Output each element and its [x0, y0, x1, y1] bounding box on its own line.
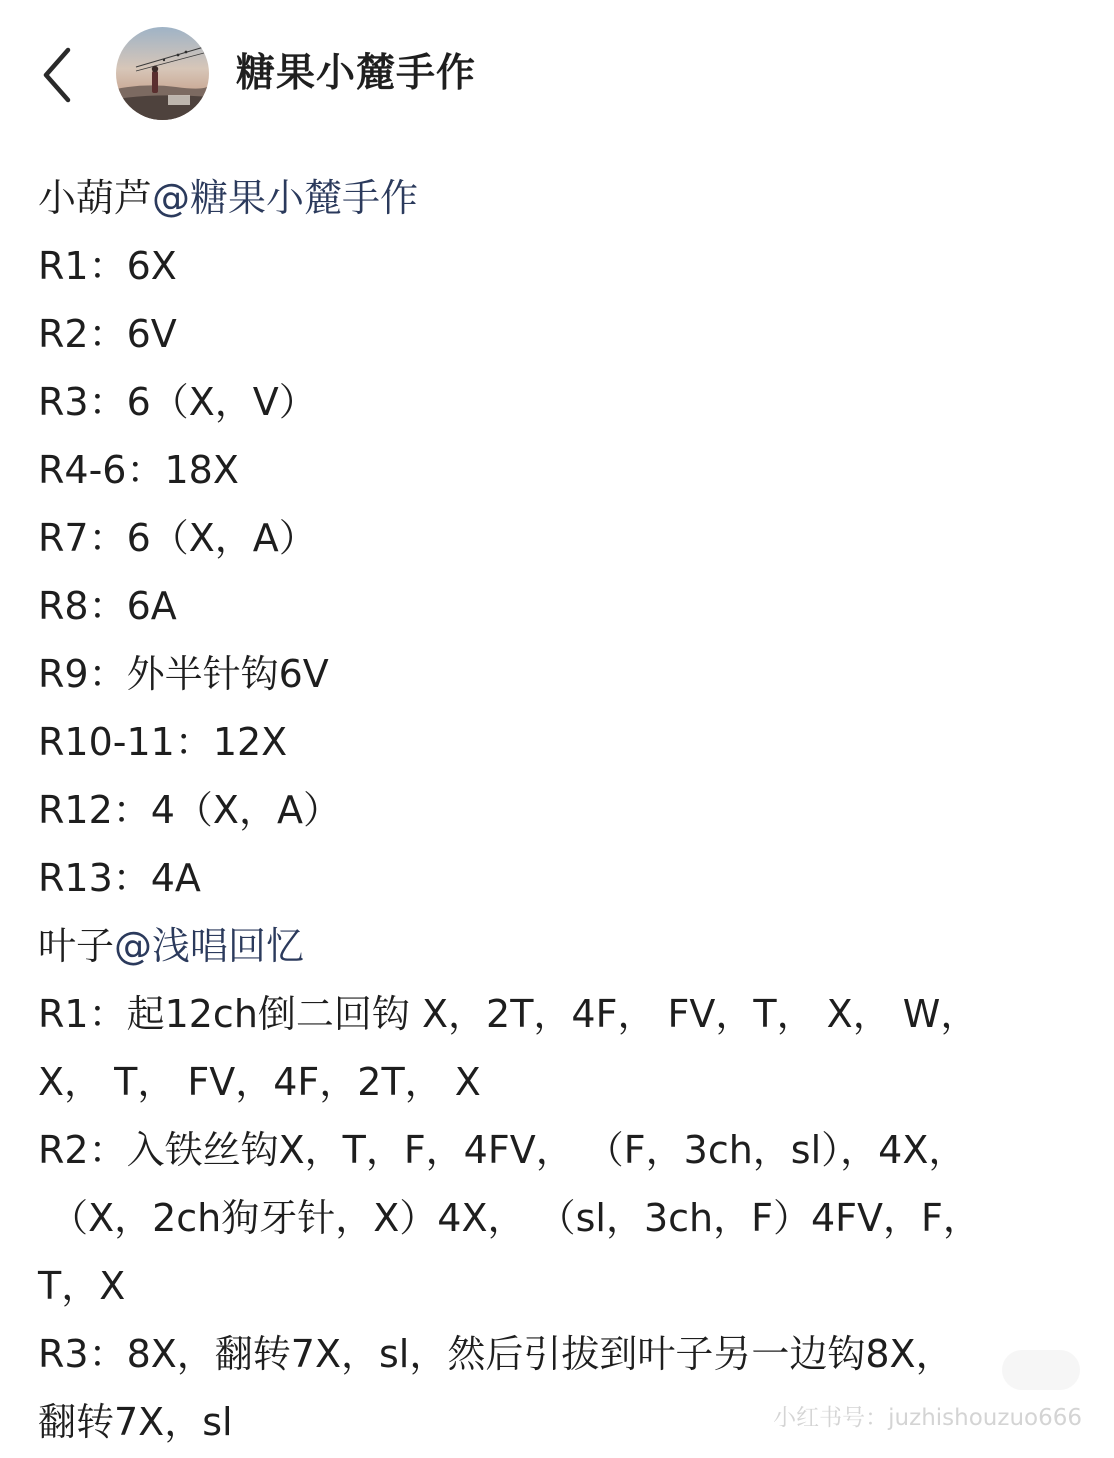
mention-link[interactable]: @浅唱回忆	[114, 924, 305, 968]
post-line: R2：入铁丝钩X，T，F，4FV， （F，3ch，sl），4X，	[38, 1128, 967, 1172]
back-button[interactable]	[32, 40, 88, 110]
author-avatar[interactable]	[116, 27, 209, 120]
post-line: （X，2ch狗牙针，X）4X， （sl，3ch，F）4FV，F，	[38, 1196, 981, 1240]
post-line	[38, 164, 1078, 232]
post-header	[0, 0, 1114, 150]
author-name[interactable]: 糖果小麓手作	[236, 51, 477, 96]
post-line: 翻转7X，sl	[38, 1400, 233, 1444]
post-line: R1：6X	[38, 244, 177, 288]
post-line: T，X	[38, 1264, 126, 1308]
section-title: 小葫芦	[38, 176, 153, 220]
post-line: X， T， FV，4F，2T， X	[38, 1060, 481, 1104]
chevron-left-icon	[32, 40, 88, 110]
section-title: 叶子	[38, 924, 115, 968]
post-line: R4-6：18X	[38, 448, 239, 492]
post-content	[38, 164, 1078, 1456]
mention-link[interactable]: @糖果小麓手作	[152, 176, 419, 220]
post-line: R10-11：12X	[38, 720, 288, 764]
post-line: R9：外半针钩6V	[38, 652, 329, 696]
post-line: R2：6V	[38, 312, 177, 356]
post-line: R3：8X，翻转7X，sl，然后引拔到叶子另一边钩8X，	[38, 1332, 954, 1376]
watermark-text: 小红书号：juzhishouzuo666	[773, 1405, 1082, 1431]
post-line: R3：6（X，V）	[38, 380, 317, 424]
watermark-logo	[1002, 1350, 1080, 1390]
post-line: R1：起12ch倒二回钩 X，2T，4F， FV，T， X， W，	[38, 992, 979, 1036]
post-line: R7：6（X，A）	[38, 516, 317, 560]
post-line: R12：4（X，A）	[38, 788, 341, 832]
post-line	[38, 912, 1078, 980]
post-line: R13：4A	[38, 856, 201, 900]
post-line: R8：6A	[38, 584, 177, 628]
